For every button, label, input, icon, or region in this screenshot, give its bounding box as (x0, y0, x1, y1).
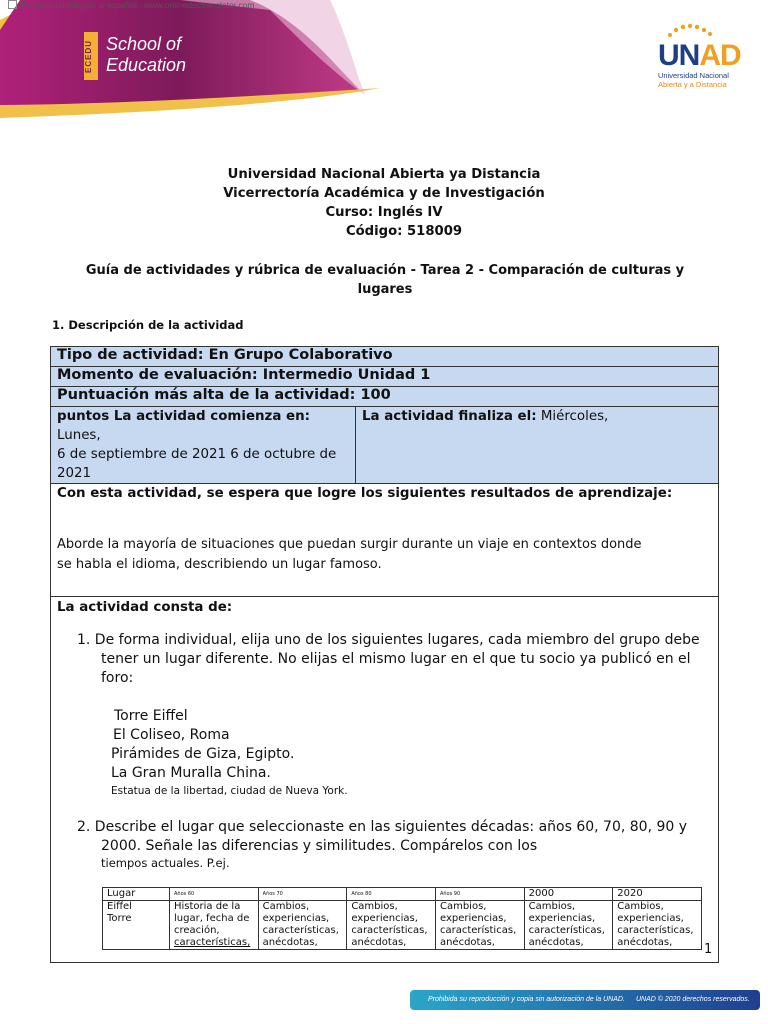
cell-line: Historia de la (174, 901, 241, 912)
start-value: Lunes, (57, 428, 101, 443)
steps-heading: La actividad consta de: (57, 600, 233, 615)
unad-logo (658, 22, 748, 89)
school-line2: Education (106, 55, 187, 75)
step-2-line1: 2. Describe el lugar que seleccionaste en las siguientes décadas: años 60, 70, 80, 90 y (77, 819, 688, 835)
end-label: La actividad finaliza el: (362, 409, 537, 424)
activity-steps-cell (51, 597, 719, 963)
step-2-line3: tiempos actuales. P.ej. (101, 856, 230, 870)
header-cell: Años 90 (435, 888, 524, 901)
table-cell (103, 901, 170, 950)
end-date-cell (356, 407, 719, 484)
step-1-line2: tener un lugar diferente. No elijas el mismo lugar en el que tu socio ya publicó en el (101, 651, 691, 667)
unad-arc-icon (658, 23, 748, 37)
header-cell: Años 60 (170, 888, 259, 901)
cell-line: Cambios, (351, 901, 398, 912)
cell-line: creación, (174, 925, 220, 936)
cell-line: anécdotas, (351, 937, 407, 948)
cell-line: anécdotas, (439, 937, 495, 948)
table-cell (435, 901, 524, 950)
table-cell (524, 901, 613, 950)
header-cell: Lugar (103, 888, 170, 901)
cell-line: lugar, fecha de (174, 913, 250, 924)
date-range: 6 de septiembre de 2021 6 de octubre de 2021 (57, 447, 337, 481)
guide-title (60, 261, 710, 299)
unad-subtitle-1: Universidad Nacional (658, 71, 729, 80)
place-item: Pirámides de Giza, Egipto. (111, 746, 295, 762)
cell-line: características, (351, 925, 428, 936)
section-heading: 1. Descripción de la actividad (52, 318, 244, 332)
cell-line: Cambios, (617, 901, 664, 912)
outcomes-line2: se habla el idioma, describiendo un lugar famoso. (57, 557, 382, 572)
step-1-line3: foro: (101, 670, 134, 686)
checkbox-icon (8, 0, 17, 9)
decades-table (102, 887, 702, 950)
vicerrectoria: Vicerrectoría Académica y de Investigación (223, 186, 545, 201)
cell-line: experiencias, (617, 913, 684, 924)
page-number: 1 (704, 942, 713, 957)
decades-row (103, 901, 702, 950)
header-cell: 2020 (613, 888, 702, 901)
place-item: Torre Eiffel (114, 708, 188, 724)
table-cell (258, 901, 347, 950)
cell-line: anécdotas, (528, 937, 584, 948)
activity-table (50, 346, 719, 963)
cell-line: Torre (107, 913, 132, 924)
evaluation-moment: Momento de evaluación: Intermedio Unidad 1 (51, 367, 719, 387)
start-date-cell (51, 407, 356, 484)
translator-note (8, 0, 255, 10)
cell-line: Cambios, (528, 901, 576, 912)
school-line1: School of (106, 34, 182, 54)
cell-line: Cambios, (262, 901, 310, 912)
header-cell: 2000 (524, 888, 613, 901)
outcomes-text (57, 535, 712, 575)
place-item: El Coliseo, Roma (113, 727, 230, 743)
course-name: Curso: Inglés IV (325, 205, 443, 220)
cell-line: anécdotas, (617, 937, 673, 948)
step-1-line1: 1. De forma individual, elija uno de los siguientes lugares, cada miembro del grupo debe (77, 632, 700, 648)
cell-line: características, (262, 925, 339, 936)
outcomes-heading: Con esta actividad, se espera que logre los siguientes resultados de aprendizaje: (57, 486, 673, 501)
translator-text: Traducido del inglés al español - www.onlinedoctranslator.com (20, 0, 255, 10)
footer-bar (410, 990, 760, 1010)
unad-subtitle-2: Abierta y a Distancia (658, 80, 727, 89)
step-2-line2: 2000. Señale las diferencias y similitudes. Compárelos con los (101, 838, 538, 854)
places-list (57, 707, 712, 800)
start-label: puntos La actividad comienza en: (57, 409, 311, 424)
cell-line: experiencias, (439, 913, 507, 924)
table-cell (170, 901, 259, 950)
cell-line: características, (617, 925, 694, 936)
cell-line: características, (439, 925, 517, 936)
step-2 (57, 818, 712, 871)
decades-header-row (103, 888, 702, 901)
place-item: La Gran Muralla China. (111, 765, 271, 781)
learning-outcomes-cell (51, 484, 719, 597)
table-cell (347, 901, 436, 950)
end-value: Miércoles, (536, 409, 609, 424)
title-block (0, 165, 768, 241)
course-code: Código: 518009 (345, 224, 463, 239)
cell-line: Cambios, (439, 901, 487, 912)
ecedu-tag: ECEDU (84, 32, 98, 80)
step-1 (57, 631, 712, 688)
header-cell: Años 80 (347, 888, 436, 901)
cell-line: experiencias, (528, 913, 596, 924)
footer-right: UNAD © 2020 derechos reservados. (636, 996, 750, 1003)
guide-title-line1: Guía de actividades y rúbrica de evaluación - Tarea 2 - Comparación de culturas y (85, 263, 685, 278)
outcomes-line1: Aborde la mayoría de situaciones que puedan surgir durante un viaje en contextos donde (57, 537, 642, 552)
footer-left: Prohibida su reproducción y copia sin autorización de la UNAD. (428, 996, 625, 1003)
cell-line: experiencias, (262, 913, 330, 924)
header-cell: Años 70 (258, 888, 347, 901)
cell-line: características, (174, 937, 251, 948)
max-score: Puntuación más alta de la actividad: 100 (51, 387, 719, 407)
cell-line: anécdotas, (262, 937, 318, 948)
activity-type: Tipo de actividad: En Grupo Colaborativo (51, 347, 719, 367)
place-item-small: Estatua de la libertad, ciudad de Nueva York. (111, 785, 348, 797)
cell-line: características, (528, 925, 605, 936)
university-name: Universidad Nacional Abierta ya Distancia (227, 167, 541, 182)
table-cell (613, 901, 702, 950)
cell-line: Eiffel (107, 901, 132, 912)
school-logo-text (106, 34, 186, 76)
unad-wordmark: UNAD (658, 39, 741, 72)
cell-line: experiencias, (351, 913, 418, 924)
guide-title-line2: lugares (357, 282, 413, 297)
